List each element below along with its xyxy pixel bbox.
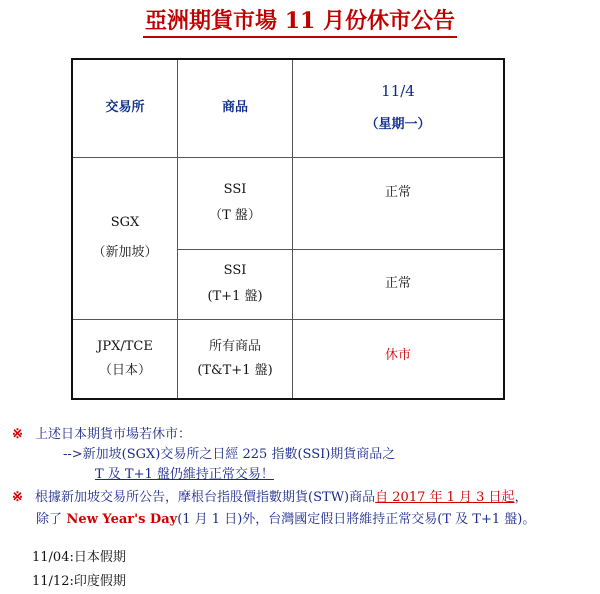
note-highlight: New Year's Day (62, 512, 178, 527)
product-session: （T 盤） (209, 208, 261, 223)
product-name: SSI (223, 182, 247, 197)
note-text: (1 月 1 日) (177, 512, 243, 527)
status-cell (293, 249, 505, 319)
status-text: 正常 (384, 185, 411, 200)
product-cell (178, 319, 293, 399)
note-text: 外，台灣國定假日將維持正常交易(T 及 T+1 盤)。 (242, 512, 536, 527)
note-line-3: T 及 T+1 盤仍維持正常交易！ (95, 467, 274, 482)
note-line-2: -->新加坡(SGX)交易所之日經 225 指數(SSI)期貨商品之 (63, 447, 396, 462)
page-title-text: 亞洲期貨市場 11 月份休市公告 (143, 4, 457, 38)
product-session: (T+1 盤) (207, 289, 263, 304)
note-highlight: 自 2017 年 1 月 3 日起 (375, 490, 515, 505)
reference-mark-icon: ※ (12, 490, 23, 505)
header-date-cell (293, 59, 505, 157)
status-closed-text: 休市 (384, 347, 411, 363)
note-text: ， (514, 490, 528, 505)
note-line-4 (12, 487, 528, 508)
exchange-sgx-name: SGX (110, 215, 140, 230)
exchange-jpx-cell (72, 319, 178, 399)
note-text: 根據新加坡交易所公告，摩根台指股價指數期貨(STW)商品 (35, 490, 376, 505)
page-title (0, 4, 600, 38)
header-date: 11/4 (381, 82, 415, 101)
header-exchange: 交易所 (72, 59, 178, 157)
note-text: 上述日本期貨市場若休市： (35, 427, 192, 442)
product-name: 所有商品 (208, 338, 261, 354)
status-text: 正常 (384, 276, 411, 291)
product-session: (T&T+1 盤) (197, 362, 273, 378)
status-cell (293, 319, 505, 399)
note-text: 除了 (36, 512, 63, 527)
reference-mark-icon: ※ (12, 427, 23, 442)
note-line-1 (12, 424, 191, 445)
holiday-list (32, 546, 126, 594)
exchange-sgx-cell (72, 157, 178, 319)
exchange-sgx-sub: （新加坡） (92, 245, 158, 260)
table-row (72, 319, 504, 399)
header-product: 商品 (178, 59, 293, 157)
product-name: SSI (223, 263, 247, 278)
exchange-jpx-sub: （日本） (98, 362, 151, 378)
note-line-5 (36, 509, 535, 530)
list-item: 11/12:印度假期 (32, 574, 126, 589)
header-weekday: （星期一） (365, 117, 431, 133)
table-row (72, 157, 504, 249)
product-cell (178, 249, 293, 319)
list-item: 11/04:日本假期 (32, 550, 126, 565)
product-cell (178, 157, 293, 249)
status-cell (293, 157, 505, 249)
holiday-schedule-table (71, 58, 505, 400)
table-header-row (72, 59, 504, 157)
exchange-jpx-name: JPX/TCE (97, 338, 153, 354)
